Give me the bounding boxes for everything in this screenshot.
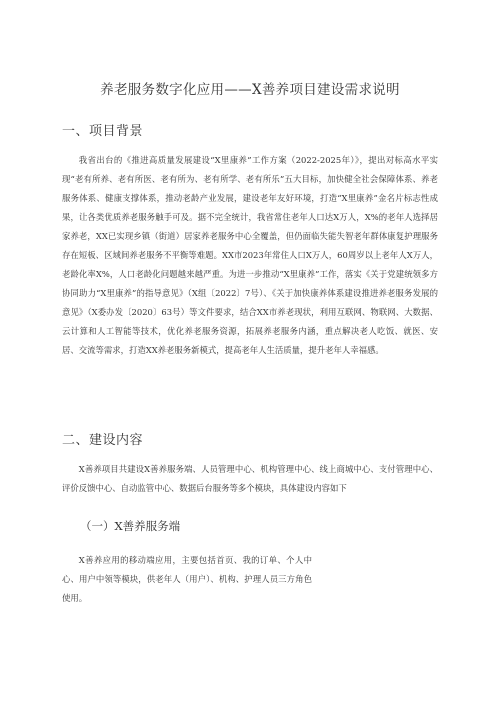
- section-heading-background: 一、项目背景: [62, 124, 144, 139]
- section-heading-construction: 二、建设内容: [62, 433, 144, 448]
- document-title: 养老服务数字化应用——X善养项目建设需求说明: [100, 82, 400, 98]
- background-paragraph: 我省出台的《推进高质量发展建设“X里康养”工作方案（2022-2025年）》，提出对标高水平实现“老有所养、老有所医、老有所为、老有所学、老有所乐”五大目标，加快健全社会保障体系、养老服务体系、健康支撑体系，推动老龄产业发展，建设老年友好环境，打造“X里康养”金名片标志性成果，让各类优质养老服务触手可及。据不完全统计，我省常住老年人口达X万人，X%的老年人选择居家养老，XX已实现乡镇（街道）居家养老服务中心全覆盖，但仍面临失能失智老年群体康复护理服务存在短板、区域间养老服务不平衡等难题。XX市2023年常住人口X万人，60周岁以上老年人X万人，老龄化率X%，人口老龄化问题越来越严重。为进一步推动“X里康养”工作，落实《关于党建统领多方协同助力“X里康养”的指导意见》（X组〔2022〕7号）、《关于加快康养体系建设推进养老服务发展的意见》（X委办发〔2020〕63号）等文件要求，结合XX市养老现状，利用互联网、物联网、大数据、云计算和人工智能等技术，优化养老服务资源，拓展养老服务内涵，重点解决老人吃饭、就医、安居、交流等需求，打造XX养老服务新模式，提高老年人生活质量，提升老年人幸福感。: [62, 155, 438, 355]
- subsection-heading-service: （一）X善养服务端: [80, 519, 181, 533]
- service-paragraph: X善养应用的移动端应用，主要包括首页、我的订单、个人中心、用户中领等模块，供老年人（用户）、机构、护理人员三方角色使用。: [62, 555, 312, 603]
- construction-paragraph: X善养项目共建设X善养服务端、人员管理中心、机构管理中心、线上商城中心、支付管理中心、评价反馈中心、自动监管中心、数据后台服务等多个模块，具体建设内容如下: [62, 464, 438, 493]
